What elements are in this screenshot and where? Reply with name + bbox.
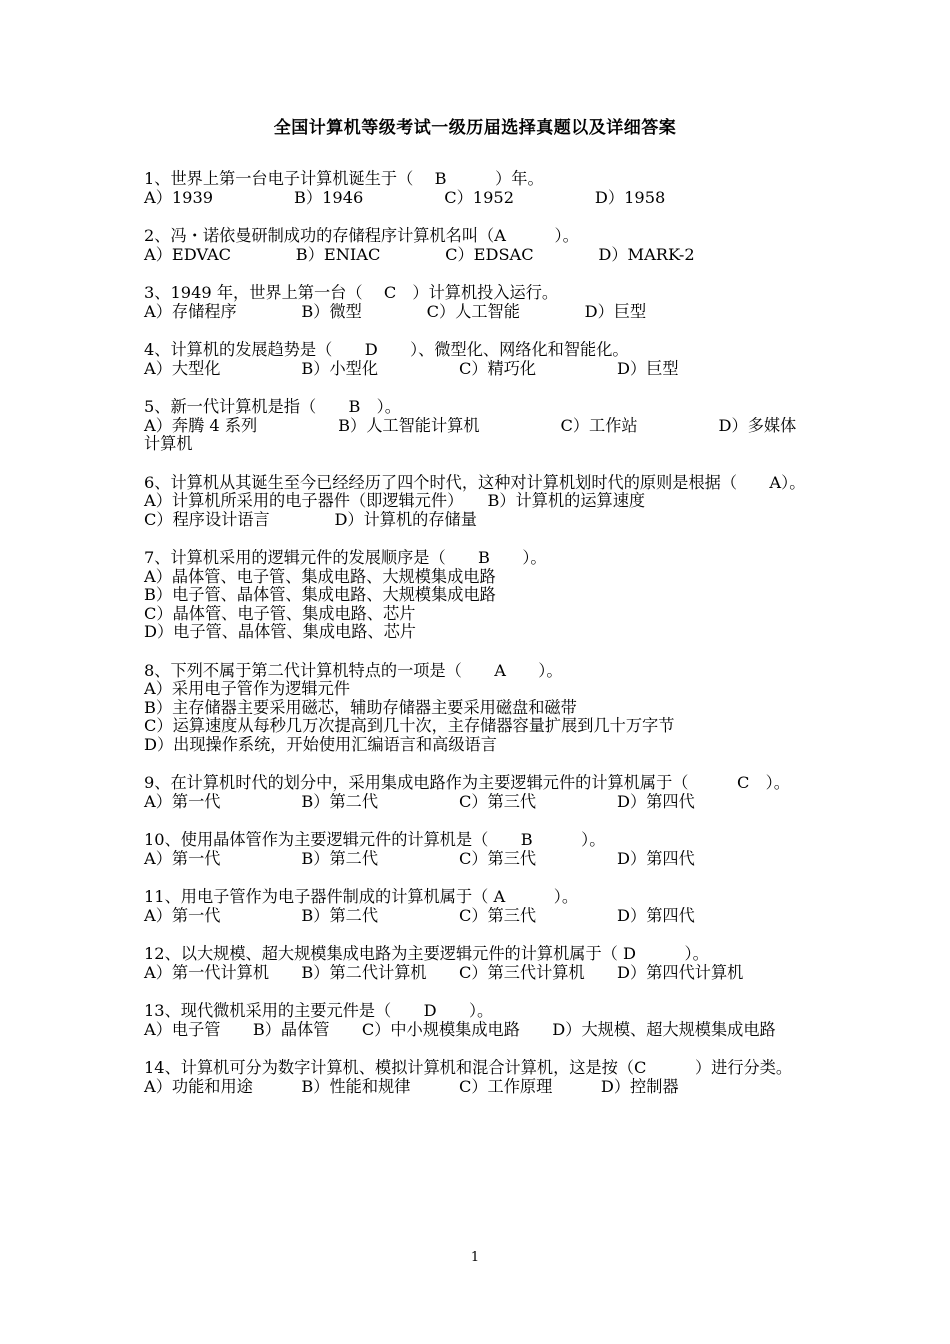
answer-options: C）运算速度从每秒几万次提高到几十次，主存储器容量扩展到几十万字节 xyxy=(144,716,675,735)
question-item xyxy=(144,662,812,755)
question-item xyxy=(144,549,812,642)
question-item xyxy=(144,774,812,811)
answer-options: A）电子管 B）晶体管 C）中小规模集成电路 D）大规模、超大规模集成电路 xyxy=(144,1019,776,1039)
question-text: 4、计算机的发展趋势是（ D ）、微型化、网络化和智能化。 xyxy=(144,340,629,359)
question-item xyxy=(144,227,812,264)
answer-options: A）功能和用途 B）性能和规律 C）工作原理 D）控制器 xyxy=(144,1076,679,1096)
question-item xyxy=(144,1059,812,1096)
question-item xyxy=(144,831,812,868)
question-text: 6、计算机从其诞生至今已经经历了四个时代，这种对计算机划时代的原则是根据（ A）。 xyxy=(144,472,806,492)
answer-options: A）存储程序 B）微型 C）人工智能 D）巨型 xyxy=(144,301,647,321)
question-text: 10、使用晶体管作为主要逻辑元件的计算机是（ B ）。 xyxy=(144,830,606,849)
question-item xyxy=(144,341,812,378)
question-text: 5、新一代计算机是指（ B ）。 xyxy=(144,397,401,416)
question-text: 14、计算机可分为数字计算机、模拟计算机和混合计算机，这是按（C ）进行分类。 xyxy=(144,1058,793,1077)
question-text: 2、冯・诺依曼研制成功的存储程序计算机名叫（A ）。 xyxy=(144,226,579,245)
question-item xyxy=(144,398,812,454)
question-text: 3、1949 年，世界上第一台（ C ）计算机投入运行。 xyxy=(144,283,559,302)
document-title: 全国计算机等级考试一级历届选择真题以及详细答案 xyxy=(273,118,677,138)
answer-options: A）晶体管、电子管、集成电路、大规模集成电路 xyxy=(144,566,496,586)
answer-options: A）采用电子管作为逻辑元件 xyxy=(144,679,350,698)
answer-options: A）第一代计算机 B）第二代计算机 C）第三代计算机 D）第四代计算机 xyxy=(144,962,744,982)
question-text: 1、世界上第一台电子计算机诞生于（ B ）年。 xyxy=(144,169,544,188)
answer-options: B）电子管、晶体管、集成电路、大规模集成电路 xyxy=(144,585,496,604)
answer-options: C）程序设计语言 D）计算机的存储量 xyxy=(144,509,477,529)
question-item xyxy=(144,888,812,925)
answer-options: C）晶体管、电子管、集成电路、芯片 xyxy=(144,603,416,623)
question-item xyxy=(144,945,812,982)
answer-options: A）第一代 B）第二代 C）第三代 D）第四代 xyxy=(144,791,695,811)
answer-options: D）电子管、晶体管、集成电路、芯片 xyxy=(144,622,416,641)
page-number: 1 xyxy=(470,1250,480,1265)
answer-options: A）大型化 B）小型化 C）精巧化 D）巨型 xyxy=(144,358,679,378)
answer-options: A）EDVAC B）ENIAC C）EDSAC D）MARK-2 xyxy=(144,244,695,264)
answer-options: A）计算机所采用的电子器件（即逻辑元件） B）计算机的运算速度 xyxy=(144,491,646,510)
question-text: 7、计算机采用的逻辑元件的发展顺序是（ B ）。 xyxy=(144,548,547,567)
question-item xyxy=(144,1002,812,1039)
answer-options: A）第一代 B）第二代 C）第三代 D）第四代 xyxy=(144,848,695,868)
answer-options: A）1939 B）1946 C）1952 D）1958 xyxy=(144,187,666,207)
question-item xyxy=(144,474,812,530)
question-item xyxy=(144,170,812,207)
question-text: 9、在计算机时代的划分中，采用集成电路作为主要逻辑元件的计算机属于（ C ）。 xyxy=(144,773,790,792)
answer-options: A）第一代 B）第二代 C）第三代 D）第四代 xyxy=(144,905,695,925)
answer-options: D）出现操作系统，开始使用汇编语言和高级语言 xyxy=(144,734,497,754)
question-text: 11、用电子管作为电子器件制成的计算机属于（ A ）。 xyxy=(144,887,579,906)
answer-options: A）奔腾 4 系列 B）人工智能计算机 C）工作站 D）多媒体计算机 xyxy=(144,415,797,453)
question-text: 12、以大规模、超大规模集成电路为主要逻辑元件的计算机属于（ D ）。 xyxy=(144,944,709,963)
answer-options: B）主存储器主要采用磁芯，辅助存储器主要采用磁盘和磁带 xyxy=(144,697,577,717)
question-text: 13、现代微机采用的主要元件是（ D ）。 xyxy=(144,1001,494,1020)
question-item xyxy=(144,284,812,321)
question-text: 8、下列不属于第二代计算机特点的一项是（ A ）。 xyxy=(144,660,563,680)
question-list xyxy=(144,170,812,1116)
